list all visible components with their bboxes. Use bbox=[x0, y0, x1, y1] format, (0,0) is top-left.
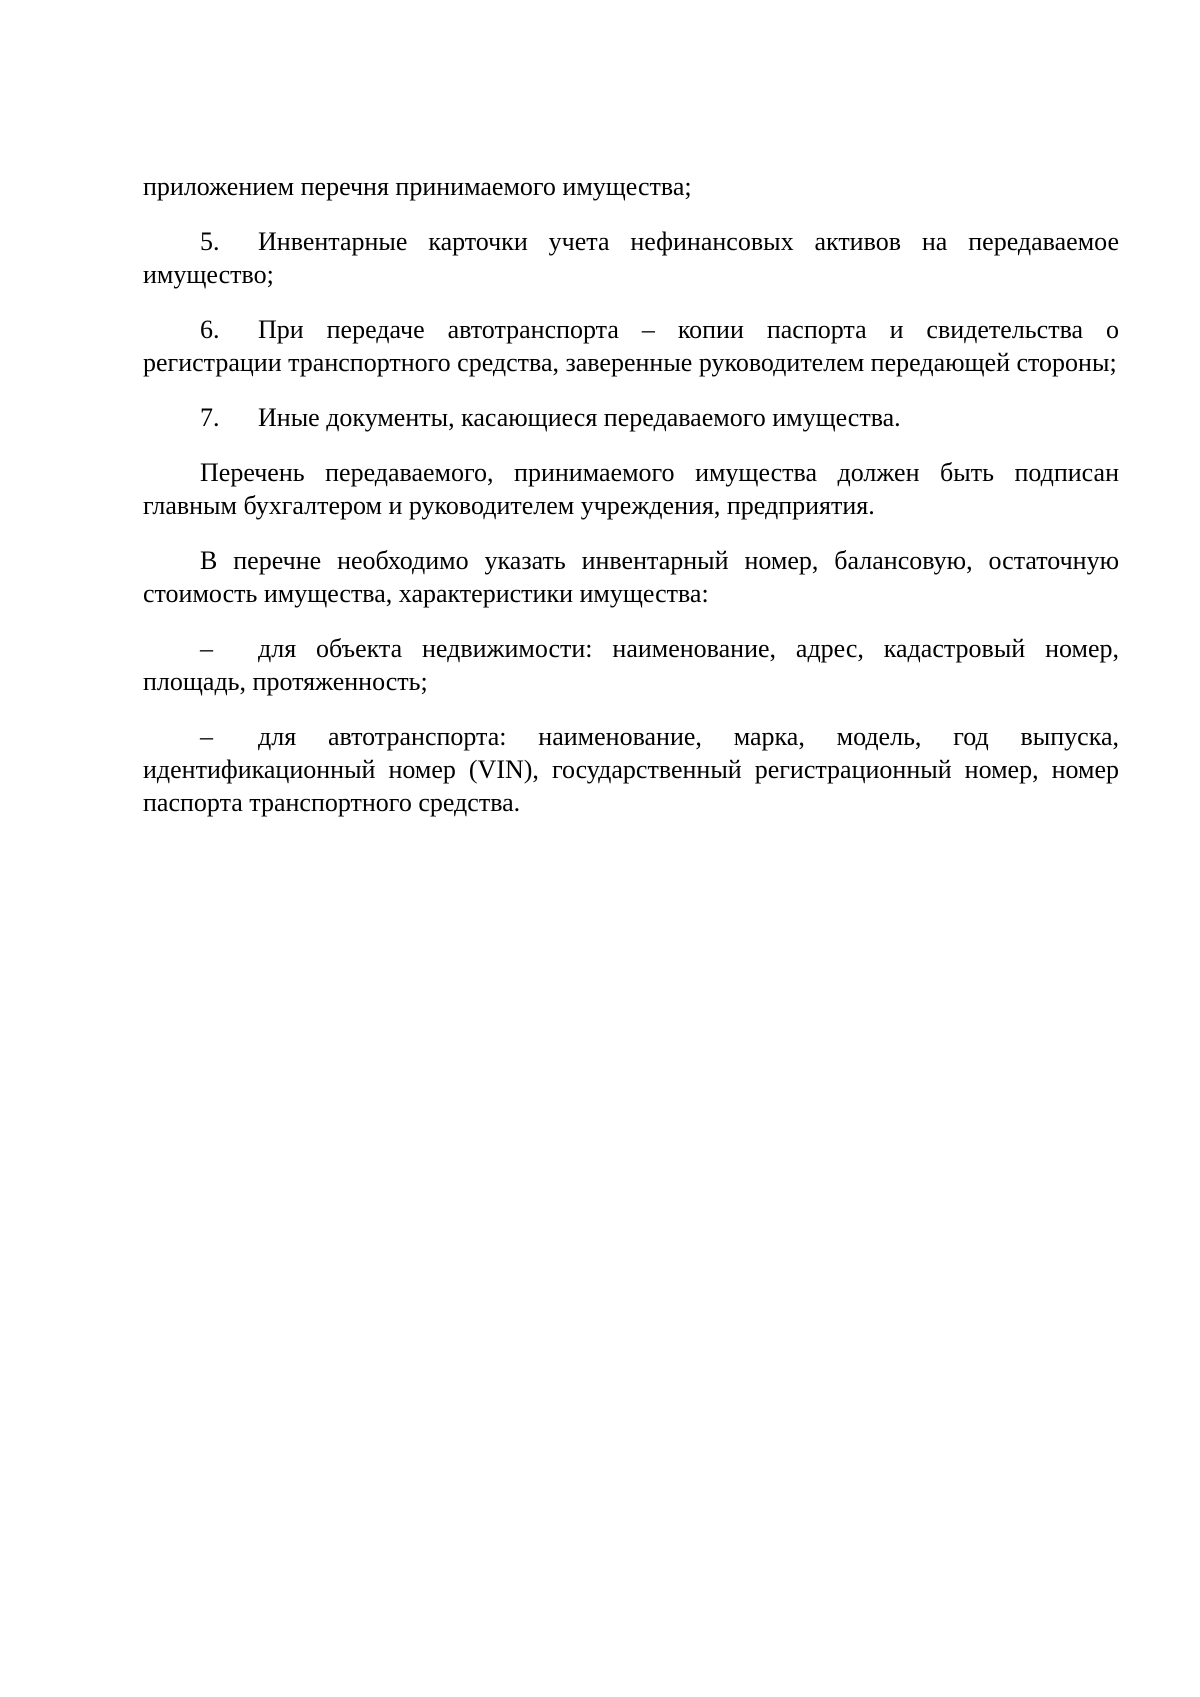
list-item-7 bbox=[143, 401, 1119, 434]
bullet-dash: – bbox=[200, 722, 213, 751]
document-body bbox=[143, 170, 1119, 841]
continuation-text: приложением перечня принимаемого имущества; bbox=[143, 172, 692, 201]
bullet-dash: – bbox=[200, 634, 213, 663]
list-intro-paragraph: В перечне необходимо указать инвентарный номер, балансовую, остаточную стоимость имущества, характеристики имущества: bbox=[143, 546, 1119, 608]
signoff-paragraph: Перечень передаваемого, принимаемого имущества должен быть подписан главным бухгалтером и руководителем учреждения, предприятия. bbox=[143, 458, 1119, 520]
list-item-number: 6. bbox=[200, 315, 220, 344]
list-item-number: 7. bbox=[200, 403, 220, 432]
list-item-6 bbox=[143, 313, 1119, 379]
bullet-item-vehicle bbox=[143, 720, 1119, 819]
list-item-text: При передаче автотранспорта – копии паспорта и свидетельства о регистрации транспортного средства, заверенные руководителем передающей стороны; bbox=[143, 315, 1119, 377]
list-item-text: Иные документы, касающиеся передаваемого имущества. bbox=[258, 403, 901, 432]
bullet-item-real-estate bbox=[143, 632, 1119, 698]
list-item-number: 5. bbox=[200, 227, 220, 256]
list-item-5 bbox=[143, 225, 1119, 291]
bullet-text: для объекта недвижимости: наименование, адрес, кадастровый номер, площадь, протяженность; bbox=[143, 634, 1119, 696]
bullet-text: для автотранспорта: наименование, марка, модель, год выпуска, идентификационный номер (VIN), государственный регистрационный номер, номер паспорта транспортного средства. bbox=[143, 722, 1119, 817]
list-item-text: Инвентарные карточки учета нефинансовых активов на передаваемое имущество; bbox=[143, 227, 1119, 289]
